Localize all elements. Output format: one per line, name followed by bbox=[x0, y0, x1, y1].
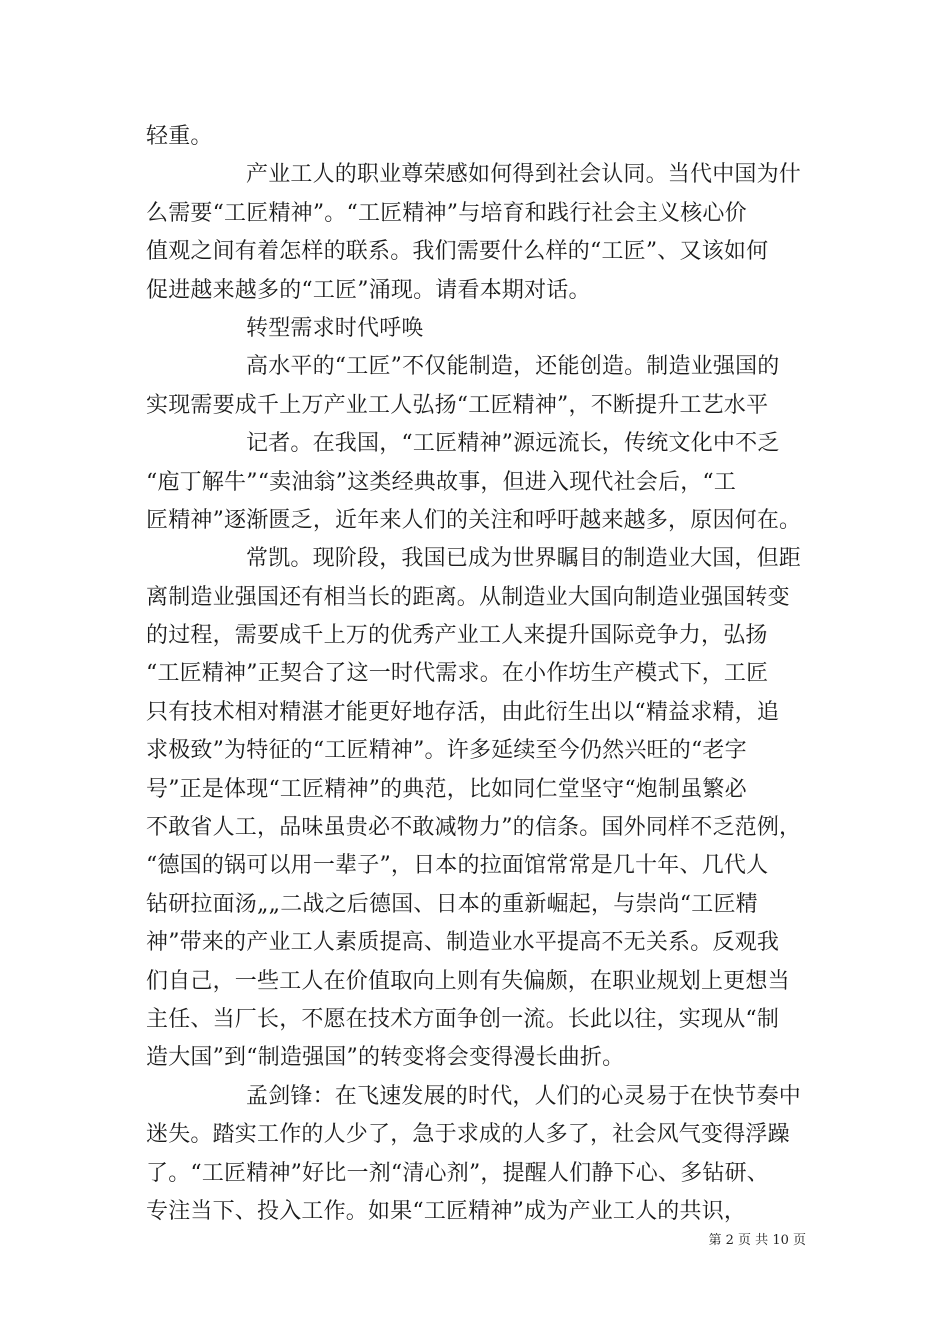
text-line: 不敢省人工，品味虽贵必不敢减物力”的信条。国外同样不乏范例， bbox=[146, 815, 802, 841]
text-line: 促进越来越多的“工匠”涌现。请看本期对话。 bbox=[146, 277, 591, 303]
text-line: 们自己，一些工人在价值取向上则有失偏颇，在职业规划上更想当 bbox=[146, 968, 790, 994]
text-line: 轻重。 bbox=[146, 124, 213, 149]
text-line: 高水平的“工匠”不仅能制造，还能创造。制造业强国的 bbox=[246, 354, 780, 380]
text-line: 么需要“工匠精神”。“工匠精神”与培育和践行社会主义核心价 bbox=[146, 200, 747, 226]
text-line: 号”正是体现“工匠精神”的典范，比如同仁堂坚守“炮制虽繁必 bbox=[146, 776, 747, 802]
text-line: 记者。在我国，“工匠精神”源远流长，传统文化中不乏 bbox=[246, 431, 780, 457]
text-line: 的过程，需要成千上万的优秀产业工人来提升国际竞争力，弘扬 bbox=[146, 623, 768, 649]
text-line: 产业工人的职业尊荣感如何得到社会认同。当代中国为什 bbox=[246, 162, 802, 188]
text-line: 了。“工匠精神”好比一剂“清心剂”，提醒人们静下心、多钻研、 bbox=[146, 1160, 769, 1186]
text-line: 钻研拉面汤„„二战之后德国、日本的重新崛起，与崇尚“工匠精 bbox=[146, 891, 758, 917]
text-line: 主任、当厂长，不愿在技术方面争创一流。长此以往，实现从“制 bbox=[146, 1006, 780, 1032]
text-line: “工匠精神”正契合了这一时代需求。在小作坊生产模式下，工匠 bbox=[146, 661, 769, 687]
text-line: 只有技术相对精湛才能更好地存活，由此衍生出以“精益求精，追 bbox=[146, 699, 780, 725]
body-text bbox=[146, 118, 816, 1231]
text-line: “德国的锅可以用一辈子”，日本的拉面馆常常是几十年、几代人 bbox=[146, 853, 769, 879]
text-line: 值观之间有着怎样的联系。我们需要什么样的“工匠”、又该如何 bbox=[146, 239, 769, 265]
text-line: 匠精神”逐渐匮乏，近年来人们的关注和呼吁越来越多，原因何在。 bbox=[146, 507, 802, 533]
text-line: “庖丁解牛”“卖油翁”这类经典故事，但进入现代社会后，“工 bbox=[146, 469, 737, 495]
text-line: 专注当下、投入工作。如果“工匠精神”成为产业工人的共识， bbox=[146, 1198, 747, 1224]
text-line: 离制造业强国还有相当长的距离。从制造业大国向制造业强国转变 bbox=[146, 584, 790, 610]
text-line: 求极致”为特征的“工匠精神”。许多延续至今仍然兴旺的“老字 bbox=[146, 738, 747, 764]
text-line: 神”带来的产业工人素质提高、制造业水平提高不无关系。反观我 bbox=[146, 930, 780, 956]
section-heading: 转型需求时代呼唤 bbox=[246, 315, 424, 341]
text-line: 常凯。现阶段，我国已成为世界瞩目的制造业大国，但距 bbox=[246, 546, 802, 572]
text-line: 造大国”到“制造强国”的转变将会变得漫长曲折。 bbox=[146, 1045, 625, 1071]
text-line: 迷失。踏实工作的人少了，急于求成的人多了，社会风气变得浮躁 bbox=[146, 1122, 790, 1148]
page-number-footer: 第 2 页 共 10 页 bbox=[708, 1233, 806, 1248]
text-line: 孟剑锋：在飞速发展的时代，人们的心灵易于在快节奏中 bbox=[246, 1083, 802, 1109]
text-line: 实现需要成千上万产业工人弘扬“工匠精神”，不断提升工艺水平 bbox=[146, 392, 769, 418]
